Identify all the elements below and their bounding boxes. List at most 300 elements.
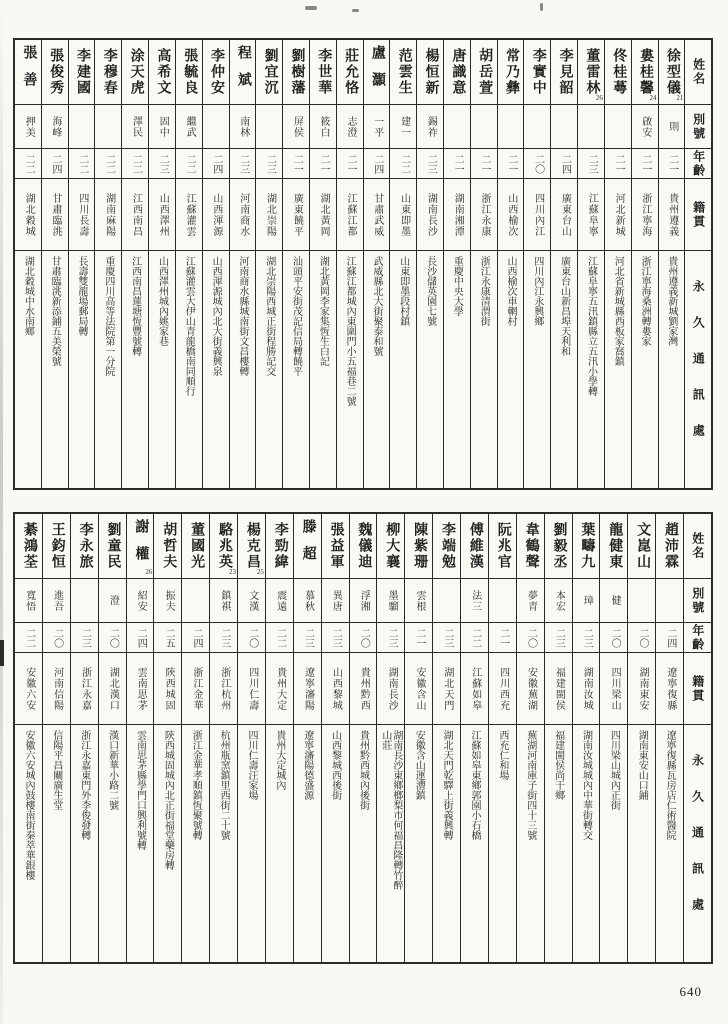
person-address-cell: [632, 250, 658, 488]
person-origin: 四川西充: [497, 666, 509, 711]
person-alias-cell: [203, 104, 229, 148]
person-name: 阮兆官: [495, 522, 511, 570]
person-age-cell: [15, 622, 42, 652]
person-origin-cell: [15, 652, 42, 724]
person-column: [550, 40, 577, 488]
person-origin: 浙江金華: [190, 666, 202, 711]
person-alias-cell: [154, 578, 181, 622]
person-origin: 安徽蕪湖: [525, 666, 537, 711]
person-name-cell: [99, 514, 126, 578]
person-origin: 湖北天門: [441, 666, 453, 711]
person-address: 山西黎城西後街: [329, 730, 341, 800]
person-note: 25: [256, 568, 264, 576]
person-origin-cell: [238, 652, 265, 724]
person-name-cell: [182, 514, 209, 578]
person-address: 江蘇如皋東鄉郭園小石橋: [468, 730, 480, 840]
person-address: 遼寧瀋陽德盛源: [301, 730, 313, 800]
person-alias: 文漢: [246, 589, 258, 612]
person-origin-cell: [489, 652, 516, 724]
person-address-cell: [294, 724, 321, 962]
person-origin: 湖南東安: [636, 666, 648, 711]
person-age-cell: [573, 622, 600, 652]
person-address-cell: [600, 724, 627, 962]
person-alias: 健: [609, 595, 621, 606]
person-name: 龍健東: [607, 522, 623, 570]
person-alias: 志澄: [344, 115, 356, 138]
person-age-cell: [489, 622, 516, 652]
person-age: 二二: [184, 153, 196, 174]
person-age: 二三: [302, 627, 314, 648]
person-alias-cell: [377, 578, 404, 622]
person-alias-cell: [122, 104, 148, 148]
person-name: 李建國: [74, 48, 90, 96]
person-address: 湖南長沙東鄉榔梨市何福昌隆轉竹醉山莊: [379, 730, 402, 890]
page-number: 640: [679, 984, 702, 999]
person-name: 傅維漢: [467, 522, 483, 570]
person-name-cell: [444, 40, 470, 104]
person-origin: 四川內江: [532, 192, 544, 237]
person-column: [627, 514, 655, 962]
person-alias-cell: [524, 104, 550, 148]
person-name-cell: [632, 40, 658, 104]
person-column: [121, 40, 148, 488]
person-alias-cell: [659, 104, 685, 148]
person-address: 江蘇江都城內東圍門小五福巷二號: [344, 256, 356, 406]
person-address-cell: [364, 250, 390, 488]
person-origin: 貴州大定: [274, 666, 286, 711]
person-age: 二一: [344, 153, 356, 174]
person-name-cell: [600, 514, 627, 578]
person-alias: 本宏: [553, 589, 565, 612]
person-name: 李實中: [530, 48, 546, 96]
person-name: 韋鶴聲: [523, 522, 539, 570]
person-origin: 陝西城固: [163, 666, 175, 711]
person-name-cell: [656, 514, 683, 578]
person-name-cell: [230, 40, 256, 104]
person-alias-cell: [433, 578, 460, 622]
person-origin-cell: [294, 652, 321, 724]
person-age-cell: [364, 148, 390, 178]
header-address-label: 永久通訊處: [691, 279, 706, 460]
person-address-cell: [256, 250, 282, 488]
person-origin-cell: [322, 652, 349, 724]
person-name-cell: [322, 514, 349, 578]
person-name: 張俊秀: [48, 48, 64, 96]
person-origin: 甘肅武威: [371, 192, 383, 237]
person-age: 二一: [613, 153, 625, 174]
person-column: [470, 40, 497, 488]
directory-table-top: [13, 38, 713, 490]
person-origin-cell: [656, 652, 683, 724]
person-origin-cell: [390, 178, 416, 250]
person-age: 二三: [264, 153, 276, 174]
person-age-cell: [517, 622, 544, 652]
person-alias-cell: [405, 578, 432, 622]
person-age-cell: [230, 148, 256, 178]
person-origin: 山東即墨: [398, 192, 410, 237]
header-column: [684, 40, 711, 488]
person-alias-cell: [578, 104, 604, 148]
person-age: 二四: [135, 627, 147, 648]
header-address-cell: [685, 250, 711, 488]
person-column: [42, 514, 70, 962]
header-address-label: 永久通訊處: [690, 753, 705, 934]
person-name-cell: [377, 514, 404, 578]
person-origin-cell: [43, 652, 70, 724]
person-origin-cell: [230, 178, 256, 250]
person-origin: 雲南思茅: [135, 666, 147, 711]
person-alias-cell: [310, 104, 336, 148]
person-age: 二〇: [532, 153, 544, 174]
person-origin: 山西澤州: [157, 192, 169, 237]
header-column: [683, 514, 711, 962]
person-age-cell: [154, 622, 181, 652]
person-age: 二一: [639, 153, 651, 174]
person-address-cell: [578, 250, 604, 488]
person-address-cell: [524, 250, 550, 488]
person-address: 廣東台山新昌埠天利和: [558, 256, 570, 356]
person-origin-cell: [417, 178, 443, 250]
person-address: 遼寧復縣瓦房店仁術醫院: [664, 730, 676, 840]
person-address: 浙江金華孝順鎮恆聚號轉: [190, 730, 202, 840]
person-address: 江蘇阜寧五汛鎮縣立五汛小學轉: [585, 256, 597, 396]
person-name: 徐型儀: [664, 48, 680, 96]
person-address: 山西澤州城內姚家巷: [156, 256, 168, 346]
person-alias-cell: [471, 104, 497, 148]
person-alias: 澄: [107, 595, 119, 606]
person-age: 二二: [76, 153, 88, 174]
person-origin-cell: [628, 652, 655, 724]
person-address-cell: [489, 724, 516, 962]
person-alias: 啟安: [639, 115, 651, 138]
person-column: [349, 514, 377, 962]
person-age-cell: [127, 622, 154, 652]
person-address-cell: [149, 250, 175, 488]
person-name-cell: [294, 514, 321, 578]
person-address-cell: [337, 250, 363, 488]
person-origin-cell: [149, 178, 175, 250]
person-name-cell: [256, 40, 282, 104]
person-alias-cell: [632, 104, 658, 148]
person-column: [15, 514, 42, 962]
person-name: 張善: [21, 45, 37, 99]
person-alias: 錫祚: [425, 115, 437, 138]
person-name: 劉童民: [105, 522, 121, 570]
person-address-cell: [15, 250, 41, 488]
person-address: 四川內江永興鄉: [531, 256, 543, 326]
person-address-cell: [310, 250, 336, 488]
person-name-cell: [210, 514, 237, 578]
person-origin: 浙江永康: [479, 192, 491, 237]
person-origin: 貴州遵義: [666, 192, 678, 237]
person-name-cell: [390, 40, 416, 104]
person-column: [363, 40, 390, 488]
person-age: 二二: [274, 627, 286, 648]
person-origin: 山西黎城: [330, 666, 342, 711]
person-address-cell: [656, 724, 683, 962]
person-name-cell: [122, 40, 148, 104]
person-origin: 四川長壽: [76, 192, 88, 237]
person-origin-cell: [498, 178, 524, 250]
person-origin: 遼寧復縣: [664, 666, 676, 711]
person-age-cell: [551, 148, 577, 178]
person-alias: 璋: [581, 595, 593, 606]
person-address-cell: [42, 250, 68, 488]
person-address-cell: [176, 250, 202, 488]
person-name-cell: [498, 40, 524, 104]
person-age: 二三: [157, 153, 169, 174]
person-name-cell: [628, 514, 655, 578]
person-address: 山東即墨段村鎮: [397, 256, 409, 326]
person-age-cell: [69, 148, 95, 178]
person-address-cell: [15, 724, 42, 962]
person-name: 柳大襄: [384, 522, 400, 570]
scan-artifact: [305, 6, 317, 10]
person-address-cell: [628, 724, 655, 962]
header-name-label: 姓名: [691, 58, 706, 86]
person-age-cell: [350, 622, 377, 652]
person-age-cell: [149, 148, 175, 178]
person-name: 佟桂蕚: [611, 48, 627, 96]
person-origin-cell: [210, 652, 237, 724]
person-name-cell: [573, 514, 600, 578]
person-alias-cell: [71, 578, 98, 622]
person-alias: 墨騮: [386, 589, 398, 612]
person-name-cell: [43, 514, 70, 578]
person-name: 綦鴻荃: [21, 522, 37, 570]
person-name-cell: [283, 40, 309, 104]
person-address-cell: [517, 724, 544, 962]
person-name: 李端勉: [439, 522, 455, 570]
person-origin-cell: [377, 652, 404, 724]
person-origin-cell: [127, 652, 154, 724]
person-address: 浙江永嘉東門外李俊發轉: [78, 730, 90, 840]
person-alias: 澤民: [130, 115, 142, 138]
person-age: 二三: [330, 627, 342, 648]
person-alias: 繼武: [184, 115, 196, 138]
person-name: 胡岳萱: [477, 48, 493, 96]
person-alias-cell: [149, 104, 175, 148]
person-address-cell: [417, 250, 443, 488]
person-age: 二四: [190, 627, 202, 648]
person-alias-cell: [600, 578, 627, 622]
person-alias-cell: [337, 104, 363, 148]
person-alias: 海峰: [50, 115, 62, 138]
person-age-cell: [294, 622, 321, 652]
person-age: 二一: [413, 627, 425, 648]
person-alias: 振夫: [163, 589, 175, 612]
person-origin: 浙江永嘉: [79, 666, 91, 711]
person-age: 二〇: [358, 627, 370, 648]
person-name-cell: [95, 40, 121, 104]
person-name: 王鈞恒: [49, 522, 65, 570]
person-origin: 湖北崇陽: [264, 192, 276, 237]
person-address: 貴州大定城內: [273, 730, 285, 790]
person-origin: 貴州黔西: [358, 666, 370, 711]
person-name-cell: [203, 40, 229, 104]
person-column: [98, 514, 126, 962]
header-age-cell: [684, 622, 711, 652]
person-name-cell: [154, 514, 181, 578]
person-column: [572, 514, 600, 962]
person-age: 二三: [386, 627, 398, 648]
person-age-cell: [659, 148, 685, 178]
person-age: 二五: [163, 627, 175, 648]
person-age-cell: [377, 622, 404, 652]
person-age: 二四: [371, 153, 383, 174]
person-origin-cell: [600, 652, 627, 724]
person-name: 劉宜沉: [262, 48, 278, 96]
person-alias: 寬悟: [23, 589, 35, 612]
person-origin-cell: [310, 178, 336, 250]
person-age-cell: [283, 148, 309, 178]
person-origin: 安徽六安: [23, 666, 35, 711]
person-alias: 雲根: [413, 589, 425, 612]
person-alias-cell: [461, 578, 488, 622]
person-alias: 異唐: [330, 589, 342, 612]
person-alias: 浮湘: [358, 589, 370, 612]
person-column: [516, 514, 544, 962]
person-age: 二一: [666, 153, 678, 174]
person-column: [321, 514, 349, 962]
person-origin: 湖北漢口: [107, 666, 119, 711]
person-address-cell: [433, 724, 460, 962]
person-origin: 湖北穀城: [23, 192, 35, 237]
person-name-cell: [405, 514, 432, 578]
person-origin: 福建閩侯: [553, 666, 565, 711]
person-address: 四川梁山城內正街: [608, 730, 620, 810]
person-name-cell: [238, 514, 265, 578]
person-alias-cell: [99, 578, 126, 622]
person-origin: 山西渾源: [210, 192, 222, 237]
person-age: 二四: [664, 627, 676, 648]
person-address-cell: [444, 250, 470, 488]
person-address-cell: [154, 724, 181, 962]
scan-artifact: [352, 9, 359, 12]
person-origin-cell: [71, 652, 98, 724]
person-alias: 慕秋: [302, 589, 314, 612]
person-name: 張益軍: [328, 522, 344, 570]
person-age: 二一: [497, 627, 509, 648]
header-address-cell: [684, 724, 711, 962]
person-address: 安徽含山運漕鎮: [413, 730, 425, 800]
person-alias-cell: [417, 104, 443, 148]
person-name: 唐識意: [450, 48, 466, 96]
person-age-cell: [266, 622, 293, 652]
person-alias-cell: [283, 104, 309, 148]
person-origin: 山西榆次: [505, 192, 517, 237]
person-address: 貴州黔西城內後街: [357, 730, 369, 810]
person-note: 24: [649, 94, 657, 102]
person-alias: 紹安: [135, 589, 147, 612]
person-age-cell: [471, 148, 497, 178]
person-column: [229, 40, 256, 488]
person-origin-cell: [283, 178, 309, 250]
person-origin-cell: [42, 178, 68, 250]
person-column: [41, 40, 68, 488]
person-age-cell: [122, 148, 148, 178]
person-address: 福建閩侯尚干鄉: [552, 730, 564, 800]
person-origin: 浙江杭州: [218, 666, 230, 711]
person-name: 李勁緯: [272, 522, 288, 570]
person-name: 范雲生: [396, 48, 412, 96]
person-age: 二〇: [51, 627, 63, 648]
person-age-cell: [99, 622, 126, 652]
person-alias: 鎮祺: [218, 589, 230, 612]
person-origin: 廣東饒平: [291, 192, 303, 237]
person-name: 高希文: [155, 48, 171, 96]
person-column: [153, 514, 181, 962]
person-address: 重慶四川高等法院第一分院: [102, 256, 114, 376]
person-age-cell: [42, 148, 68, 178]
person-origin-cell: [605, 178, 631, 250]
person-alias: 屏侯: [291, 115, 303, 138]
person-column: [376, 514, 404, 962]
person-alias-cell: [15, 104, 41, 148]
person-name-cell: [433, 514, 460, 578]
person-address-cell: [377, 724, 404, 962]
person-origin: 湖南長沙: [386, 666, 398, 711]
person-name: 張毓良: [182, 48, 198, 96]
person-note: 23: [229, 568, 236, 576]
person-age-cell: [310, 148, 336, 178]
person-address: 山西榆次車輞村: [505, 256, 517, 326]
person-age: 二〇: [107, 627, 119, 648]
person-age-cell: [461, 622, 488, 652]
person-note: 26: [145, 568, 153, 576]
person-alias: 則: [666, 121, 678, 132]
person-address-cell: [283, 250, 309, 488]
person-alias-cell: [230, 104, 256, 148]
person-name: 駱兆英: [216, 522, 232, 570]
person-address-cell: [573, 724, 600, 962]
person-name-cell: [15, 40, 41, 104]
person-column: [577, 40, 604, 488]
person-name-cell: [578, 40, 604, 104]
person-origin-cell: [176, 178, 202, 250]
person-column: [293, 514, 321, 962]
person-age: 二三: [79, 627, 91, 648]
person-address-cell: [69, 250, 95, 488]
directory-table-bottom: [13, 512, 713, 964]
person-alias: 震遠: [274, 589, 286, 612]
person-address-cell: [99, 724, 126, 962]
person-address: 長沙儲英園七號: [424, 256, 436, 326]
person-origin-cell: [524, 178, 550, 250]
person-origin-cell: [659, 178, 685, 250]
person-address: 湖北穀城中水南鄉: [22, 256, 34, 336]
person-address: 長壽雙龍場郵局轉: [76, 256, 88, 336]
person-age-cell: [545, 622, 572, 652]
person-origin: 湖南長沙: [425, 192, 437, 237]
person-age-cell: [15, 148, 41, 178]
person-name: 魏儀迪: [356, 522, 372, 570]
person-age: 二〇: [525, 627, 537, 648]
person-address: 山西渾源城內北大街義興泉: [210, 256, 222, 376]
person-alias-cell: [238, 578, 265, 622]
person-name-cell: [71, 514, 98, 578]
person-alias-cell: [364, 104, 390, 148]
person-name: 涂天虎: [128, 48, 144, 96]
person-age: 二三: [425, 153, 437, 174]
person-alias-cell: [498, 104, 524, 148]
header-age-label: 年齡: [690, 623, 705, 652]
person-address-cell: [405, 724, 432, 962]
person-origin-cell: [632, 178, 658, 250]
header-origin-label: 籍貫: [690, 674, 705, 703]
person-origin-cell: [433, 652, 460, 724]
person-age-cell: [210, 622, 237, 652]
